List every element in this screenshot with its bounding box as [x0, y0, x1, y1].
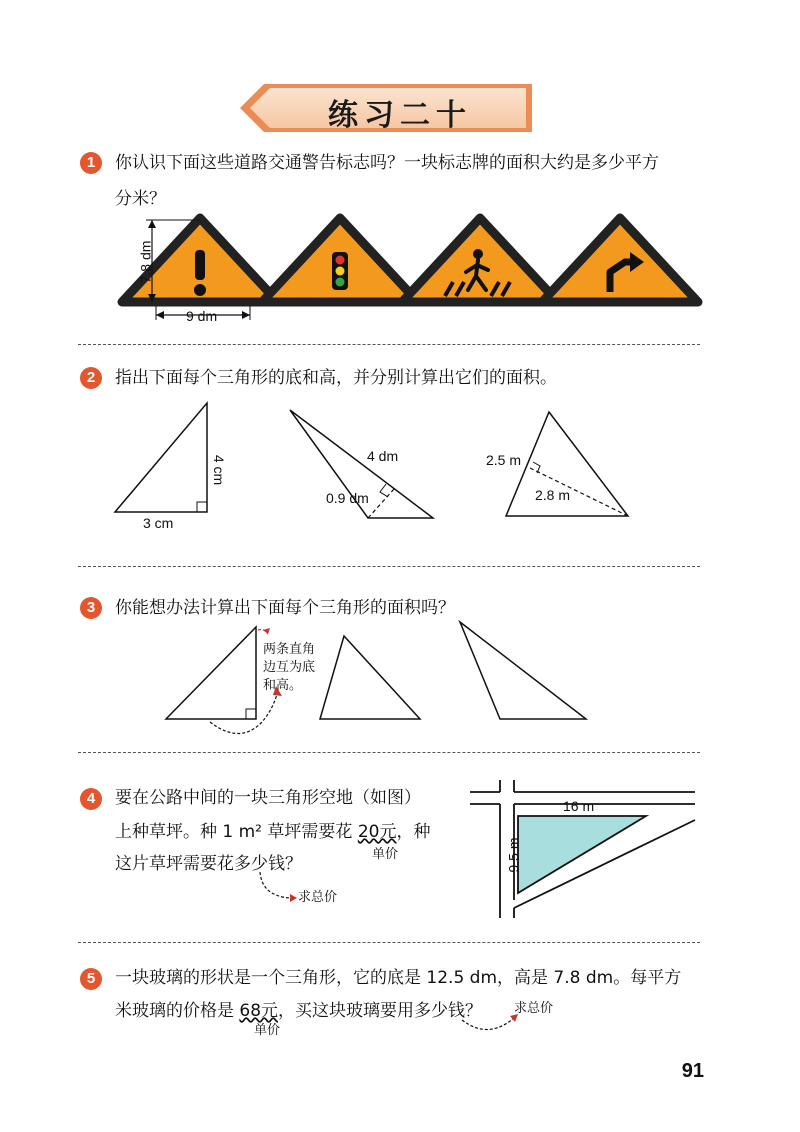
triangle-1-height-label: 4 cm	[211, 454, 228, 486]
question-2-text: 指出下面每个三角形的底和高，并分别计算出它们的面积。	[115, 368, 557, 388]
question-2-number: 2	[80, 367, 102, 389]
question-4-line-3: 这片草坪需要花多少钱？	[115, 854, 302, 874]
note-line-1: 两条直角	[263, 642, 316, 657]
triangle-3-side-label: 2.5 m	[486, 452, 522, 468]
sign-height-label: 7.8 dm	[137, 240, 154, 284]
triangle-2-height-label: 0.9 dm	[326, 490, 369, 506]
question-5-number: 5	[80, 968, 102, 990]
lawn-width-label: 16 m	[563, 798, 595, 814]
q4-total-note: 求总价	[298, 890, 338, 905]
lawn-height-label: 9.5 m	[505, 837, 522, 873]
q5-total-note: 求总价	[514, 1001, 554, 1016]
q5-line-2-text-a: 米玻璃的价格是	[115, 1001, 240, 1021]
question-4-number: 4	[80, 788, 102, 810]
q5-line-2-text-c: ，买这块玻璃要用多少钱？	[278, 1001, 483, 1021]
note-line-3: 和高。	[263, 678, 303, 693]
triangle-1-base-label: 3 cm	[143, 515, 174, 531]
question-5-line-1: 一块玻璃的形状是一个三角形，它的底是 12.5 dm，高是 7.8 dm。每平方	[115, 968, 682, 988]
question-1-line-1: 你认识下面这些道路交通警告标志吗？一块标志牌的面积大约是多少平方	[115, 153, 659, 173]
question-3-text: 你能想办法计算出下面每个三角形的面积吗？	[115, 598, 455, 618]
question-1-line-2: 分米？	[115, 189, 166, 209]
triangle-2-side-label: 4 dm	[367, 448, 399, 464]
note-line-2: 边互为底	[263, 660, 316, 675]
question-4-line-1: 要在公路中间的一块三角形空地（如图）	[115, 788, 421, 808]
question-3-number: 3	[80, 597, 102, 619]
q4-unit-price-value: 20元	[357, 822, 397, 842]
triangle-3-height-label: 2.8 m	[535, 487, 571, 503]
q4-line-2-text-a: 上种草坪。种 1 m² 草坪需要花	[115, 822, 358, 842]
sign-base-label: 9 dm	[186, 308, 218, 324]
q4-unit-price-note: 单价	[372, 847, 399, 862]
page-title: 练习二十	[328, 98, 472, 133]
q4-line-2-text-c: ，种	[396, 822, 431, 842]
q5-unit-price-note: 单价	[254, 1023, 281, 1038]
question-1-number: 1	[80, 152, 102, 174]
page-number: 91	[681, 1060, 704, 1082]
q5-unit-price-value: 68元	[239, 1001, 279, 1021]
